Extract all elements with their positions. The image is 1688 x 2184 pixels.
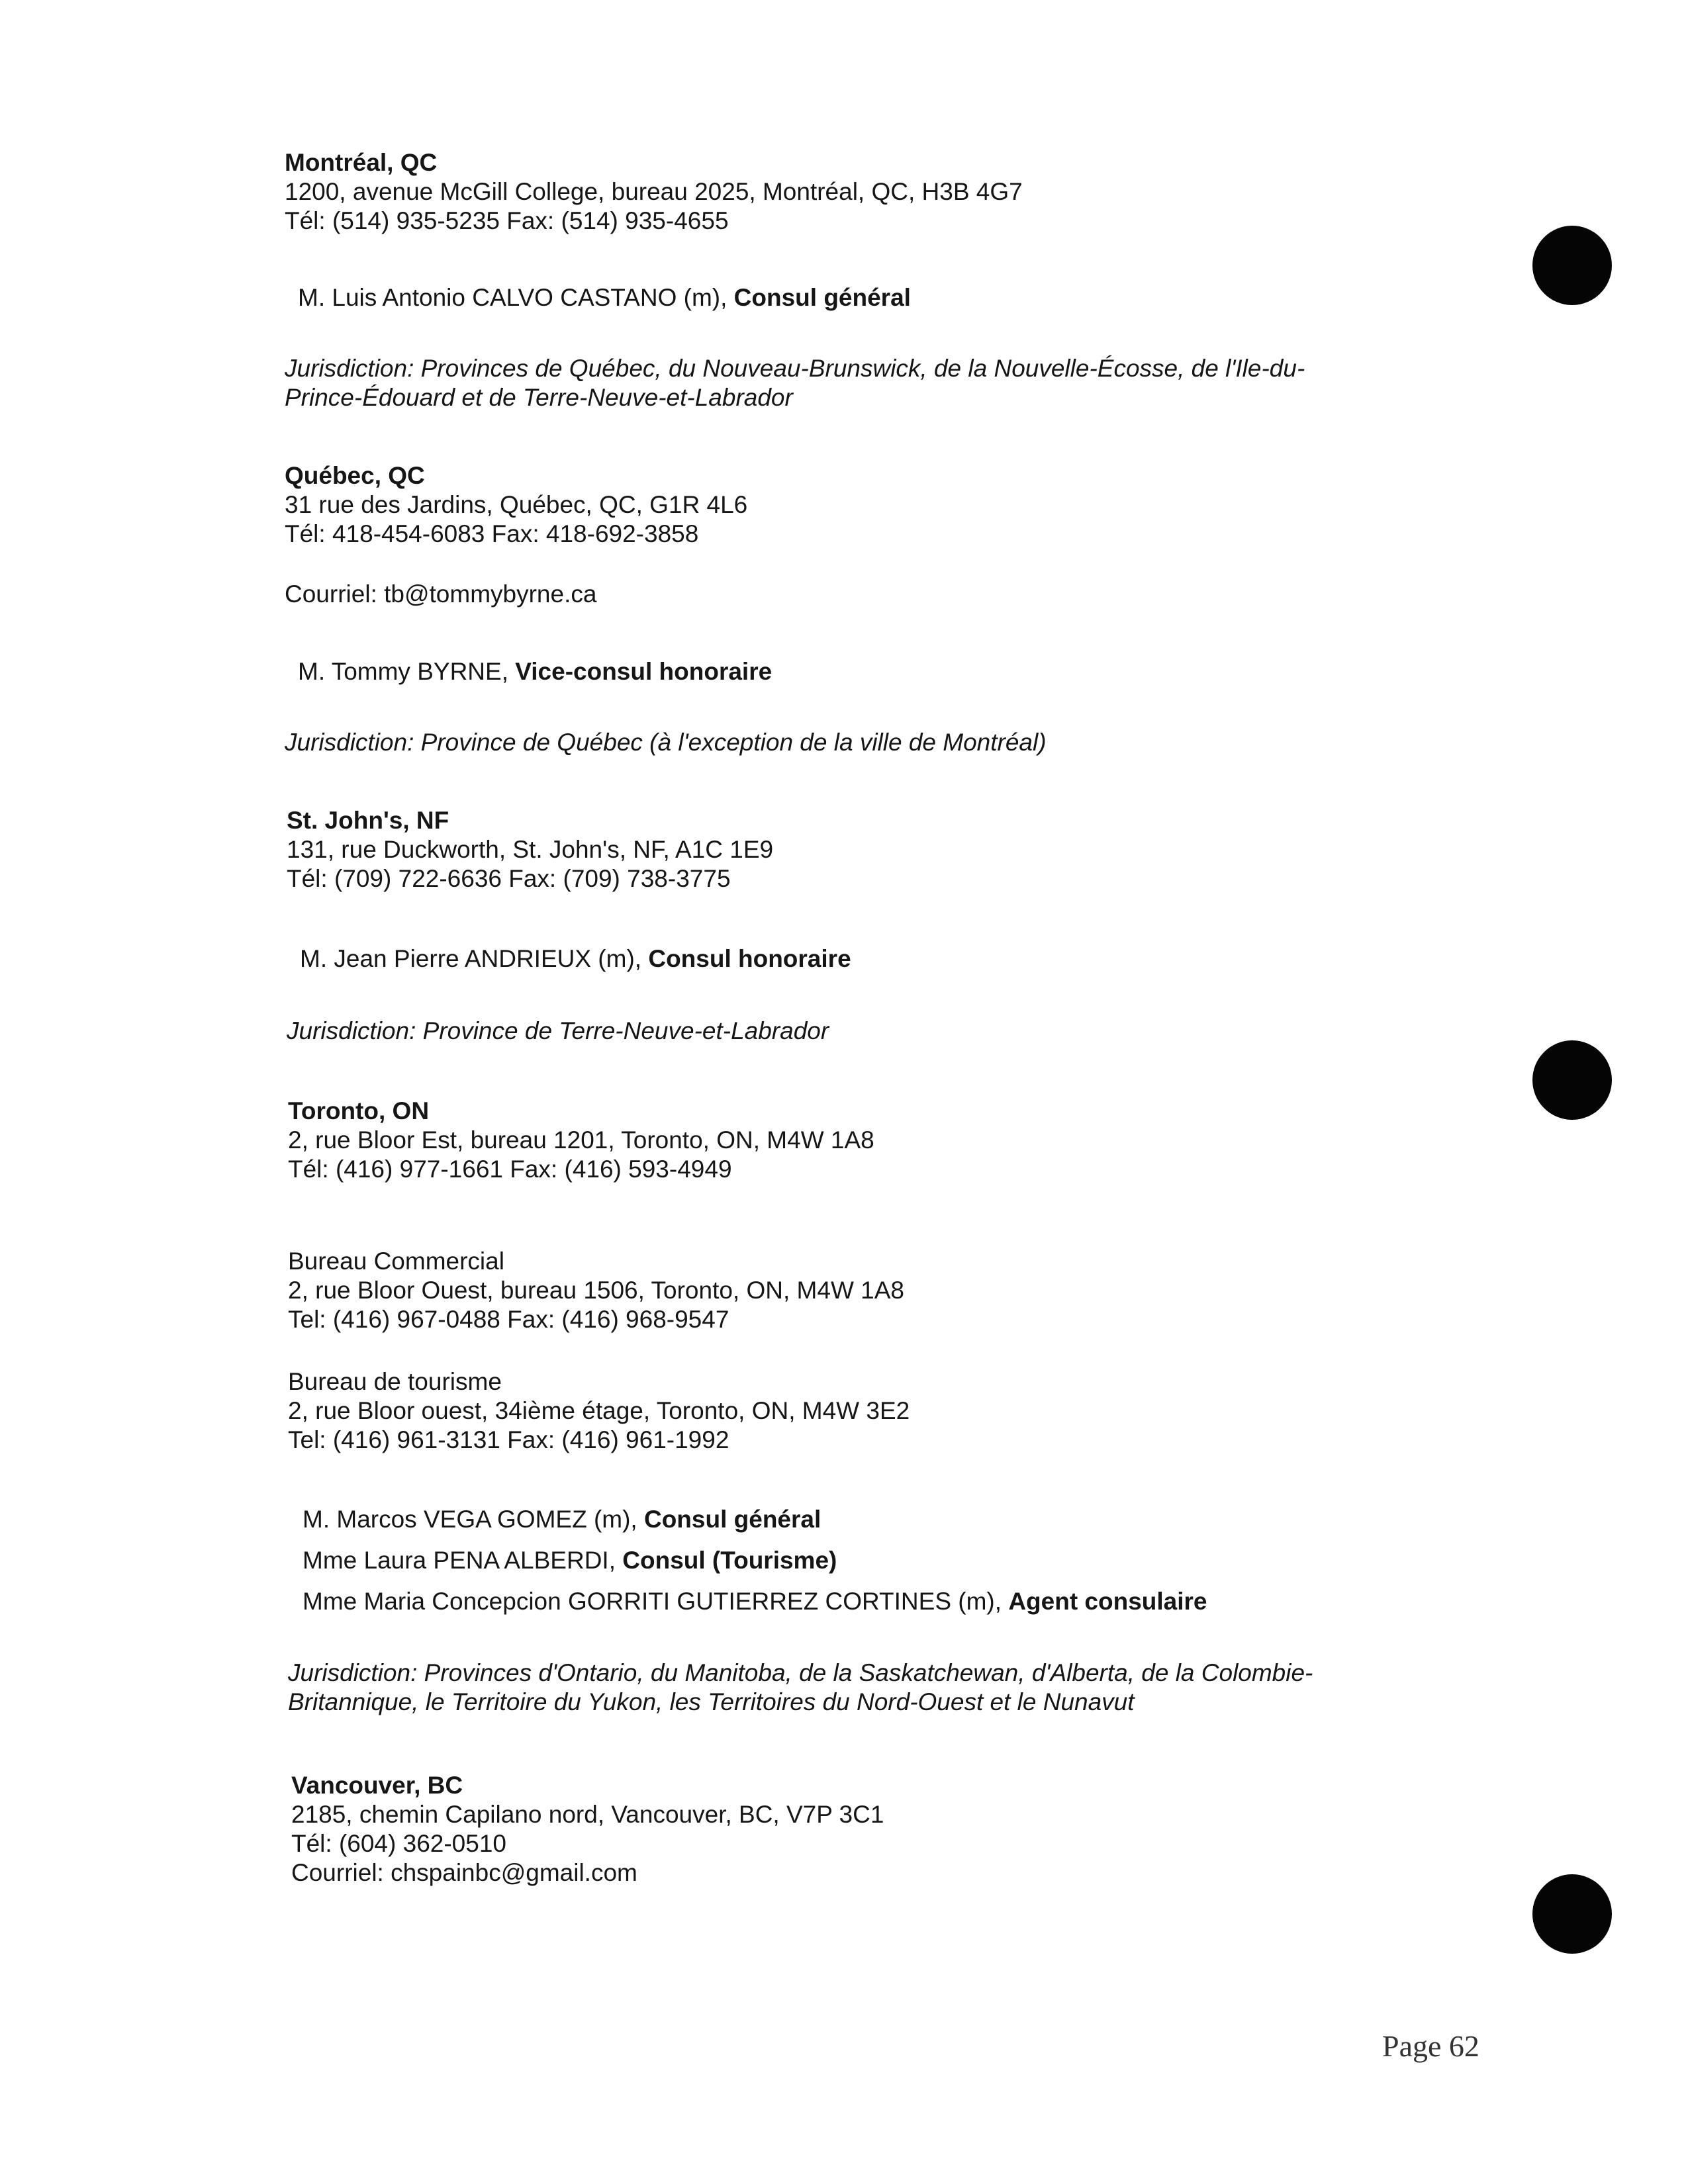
quebec-phone: Tél: 418-454-6083 Fax: 418-692-3858	[285, 520, 699, 547]
toronto-tourism-label: Bureau de tourisme	[288, 1368, 502, 1395]
stjohns-phone: Tél: (709) 722-6636 Fax: (709) 738-3775	[287, 865, 731, 892]
quebec-heading: Québec, QC	[285, 462, 425, 489]
toronto-jurisdiction-line2: Britannique, le Territoire du Yukon, les Territoires du Nord-Ouest et le Nunavut	[288, 1688, 1135, 1715]
punch-hole-bottom	[1532, 1874, 1612, 1954]
stjohns-person-title: Consul honoraire	[648, 945, 851, 972]
stjohns-jurisdiction: Jurisdiction: Province de Terre-Neuve-et-Labrador	[287, 1017, 829, 1044]
toronto-person-2-name: Mme Laura PENA ALBERDI,	[303, 1547, 623, 1574]
vancouver-address: 2185, chemin Capilano nord, Vancouver, BC, V7P 3C1	[291, 1801, 884, 1828]
quebec-address: 31 rue des Jardins, Québec, QC, G1R 4L6	[285, 491, 748, 518]
toronto-person-2	[303, 1546, 837, 1575]
montreal-person-title: Consul général	[733, 284, 911, 311]
vancouver-email: Courriel: chspainbc@gmail.com	[291, 1859, 637, 1886]
toronto-person-2-title: Consul (Tourisme)	[622, 1547, 837, 1574]
toronto-tourism-phone: Tel: (416) 961-3131 Fax: (416) 961-1992	[288, 1426, 729, 1453]
toronto-person-1	[303, 1505, 821, 1534]
quebec-person	[298, 657, 772, 686]
stjohns-address: 131, rue Duckworth, St. John's, NF, A1C 1E9	[287, 836, 774, 863]
montreal-address: 1200, avenue McGill College, bureau 2025, Montréal, QC, H3B 4G7	[285, 178, 1023, 205]
toronto-person-3-title: Agent consulaire	[1008, 1588, 1207, 1615]
toronto-jurisdiction-line1: Jurisdiction: Provinces d'Ontario, du Manitoba, de la Saskatchewan, d'Alberta, de la Colombie-	[288, 1659, 1313, 1686]
quebec-email: Courriel: tb@tommybyrne.ca	[285, 580, 597, 608]
montreal-phone: Tél: (514) 935-5235 Fax: (514) 935-4655	[285, 207, 729, 234]
toronto-heading: Toronto, ON	[288, 1097, 430, 1124]
toronto-person-1-name: M. Marcos VEGA GOMEZ (m),	[303, 1506, 644, 1533]
quebec-person-title: Vice-consul honoraire	[515, 658, 773, 685]
toronto-person-1-title: Consul général	[643, 1506, 821, 1533]
vancouver-phone: Tél: (604) 362-0510	[291, 1830, 506, 1857]
toronto-person-3	[303, 1587, 1207, 1616]
quebec-jurisdiction: Jurisdiction: Province de Québec (à l'exception de la ville de Montréal)	[285, 729, 1047, 756]
montreal-person	[298, 283, 911, 312]
punch-hole-top	[1532, 226, 1612, 305]
montreal-person-name: M. Luis Antonio CALVO CASTANO (m),	[298, 284, 734, 311]
toronto-address: 2, rue Bloor Est, bureau 1201, Toronto, ON, M4W 1A8	[288, 1126, 874, 1154]
toronto-tourism-address: 2, rue Bloor ouest, 34ième étage, Toronto, ON, M4W 3E2	[288, 1397, 910, 1424]
toronto-commercial-address: 2, rue Bloor Ouest, bureau 1506, Toronto, ON, M4W 1A8	[288, 1277, 904, 1304]
punch-hole-middle	[1532, 1040, 1612, 1120]
toronto-commercial-phone: Tel: (416) 967-0488 Fax: (416) 968-9547	[288, 1306, 729, 1333]
quebec-person-name: M. Tommy BYRNE,	[298, 658, 516, 685]
montreal-heading: Montréal, QC	[285, 149, 438, 176]
stjohns-heading: St. John's, NF	[287, 807, 449, 834]
vancouver-heading: Vancouver, BC	[291, 1772, 463, 1799]
page-number: Page 62	[1382, 2029, 1479, 2063]
toronto-commercial-label: Bureau Commercial	[288, 1248, 504, 1275]
montreal-jurisdiction-line1: Jurisdiction: Provinces de Québec, du Nouveau-Brunswick, de la Nouvelle-Écosse, de l'Ile-du-	[285, 355, 1305, 382]
toronto-phone: Tél: (416) 977-1661 Fax: (416) 593-4949	[288, 1156, 732, 1183]
toronto-person-3-name: Mme Maria Concepcion GORRITI GUTIERREZ CORTINES (m),	[303, 1588, 1009, 1615]
stjohns-person	[300, 944, 851, 974]
montreal-jurisdiction-line2: Prince-Édouard et de Terre-Neuve-et-Labrador	[285, 384, 793, 411]
stjohns-person-name: M. Jean Pierre ANDRIEUX (m),	[300, 945, 649, 972]
